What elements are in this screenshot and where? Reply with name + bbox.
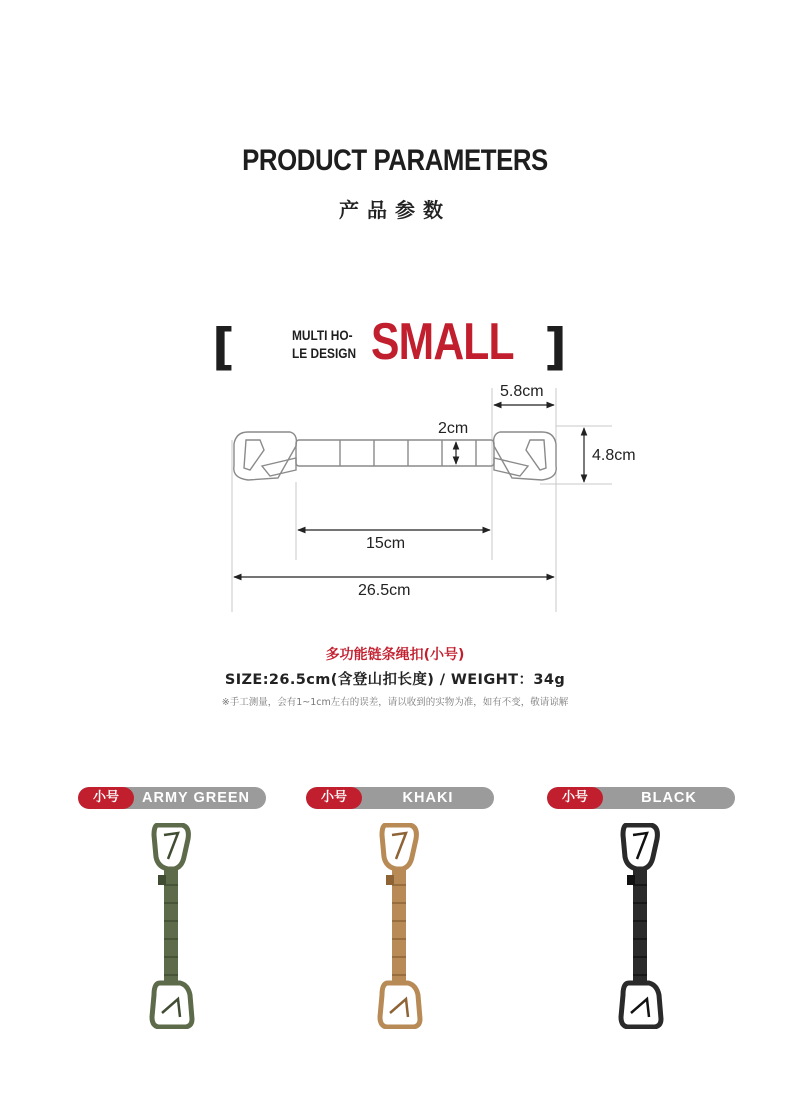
strap-length-label: 15cm <box>366 535 406 552</box>
carabiner-gate-top <box>164 833 178 859</box>
variant-color-label: KHAKI <box>402 790 454 806</box>
feature-tagline <box>292 326 360 362</box>
strap-label <box>627 875 635 885</box>
tagline-line-2: LE DESIGN <box>292 345 357 361</box>
size-title: SMALL <box>371 313 514 371</box>
size-weight-spec: SIZE:26.5cm(含登山扣长度) / WEIGHT：34g <box>224 672 566 688</box>
strap-drawing <box>234 432 556 480</box>
section-subtitle: 产品参数 <box>339 198 451 222</box>
dimension-diagram <box>0 370 790 620</box>
extension-lines <box>232 388 612 612</box>
variant-army-green[interactable] <box>78 787 268 1027</box>
strap-image-army-green <box>138 823 208 1029</box>
measurement-note: ※手工测量，会有1~1cm左右的误差，请以收到的实物为准，如有不变，敬请谅解 <box>221 697 569 708</box>
variant-size-badge: 小号 <box>78 787 134 809</box>
carabiner-top <box>382 825 416 869</box>
total-length-label: 26.5cm <box>358 582 411 599</box>
variant-pill <box>78 787 266 809</box>
carabiner-gate-bottom <box>162 999 180 1017</box>
carabiner-top <box>154 825 188 869</box>
product-name: 多功能链条绳扣(小号) <box>325 647 465 663</box>
strap-width-label: 2cm <box>438 420 469 437</box>
clip-width-label: 5.8cm <box>500 383 544 400</box>
bracket-left: [ <box>212 318 235 376</box>
tagline-line-1: MULTI HO- <box>292 327 353 343</box>
carabiner-gate-top <box>392 833 406 859</box>
strap-label <box>386 875 394 885</box>
bracket-right: ] <box>544 318 567 376</box>
section-title: PRODUCT PARAMETERS <box>242 144 548 177</box>
variant-black[interactable] <box>547 787 737 1027</box>
variant-color-label: ARMY GREEN <box>142 790 251 806</box>
clip-height-label: 4.8cm <box>592 447 636 464</box>
carabiner-gate-bottom <box>390 999 408 1017</box>
variant-pill <box>306 787 494 809</box>
carabiner-gate-top <box>633 833 647 859</box>
strap-label <box>158 875 166 885</box>
strap-image-black <box>607 823 677 1029</box>
variant-khaki[interactable] <box>306 787 496 1027</box>
carabiner-gate-bottom <box>631 999 649 1017</box>
variant-color-label: BLACK <box>641 790 697 806</box>
variant-pill <box>547 787 735 809</box>
variant-size-badge: 小号 <box>547 787 603 809</box>
carabiner-top <box>623 825 657 869</box>
strap-image-khaki <box>366 823 436 1029</box>
variant-size-badge: 小号 <box>306 787 362 809</box>
